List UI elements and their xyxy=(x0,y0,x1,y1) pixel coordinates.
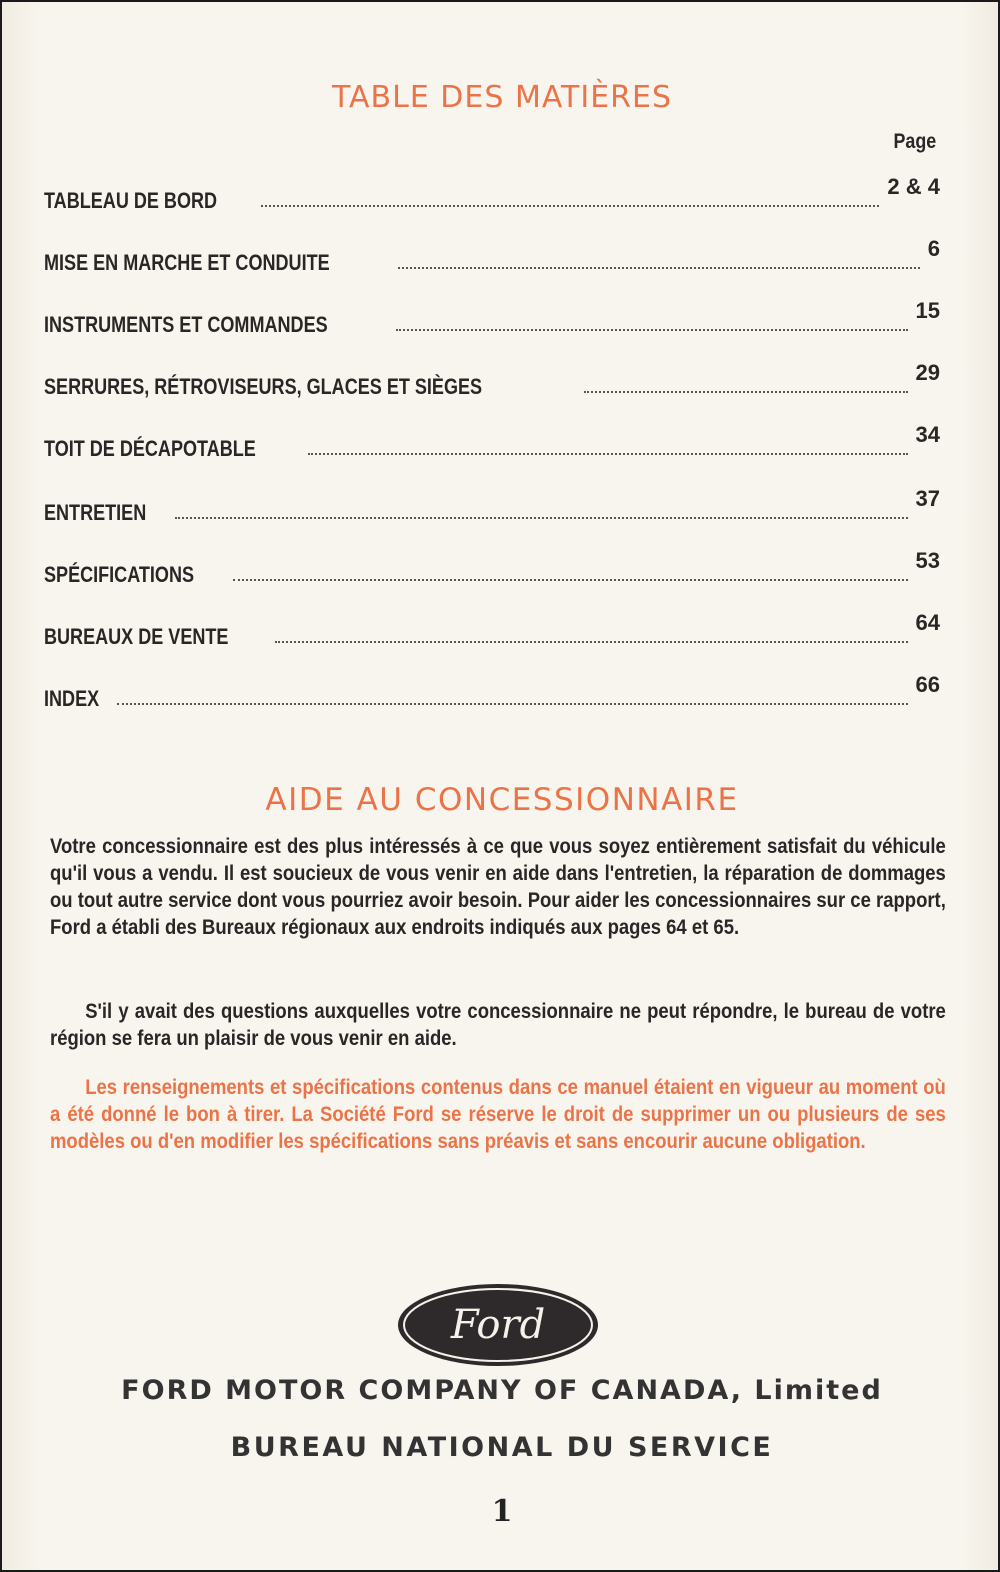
toc-entry-label: TOIT DE DÉCAPOTABLE xyxy=(44,436,256,461)
toc-entry xyxy=(44,174,940,214)
dot-leader xyxy=(584,391,907,393)
toc-entry-label: ENTRETIEN xyxy=(44,500,147,525)
aide-paragraph-1-text: Votre concessionnaire est des plus intéressés à ce que vous soyez entièrement satisfait du véhicule qu'il vous a vendu. Il est soucieux de vous venir en aide dans l'entretien, la réparation de dommages ou tout autre service dont vous pourriez avoir besoin. Pour aider les concessionnaires sur ce rapport, Ford a établi des Bureaux régionaux aux endroits indiqués aux pages 64 et 65. xyxy=(50,835,946,939)
page-column-label: Page xyxy=(893,130,936,153)
toc-entry-page: 29 xyxy=(915,360,940,385)
toc-entry-label: INDEX xyxy=(44,686,100,711)
toc-entry xyxy=(44,610,940,650)
toc-entry-label: MISE EN MARCHE ET CONDUITE xyxy=(44,250,330,275)
toc-entry-label: BUREAUX DE VENTE xyxy=(44,624,229,649)
toc-entry xyxy=(44,486,940,526)
dot-leader xyxy=(396,329,908,331)
toc-entry-label: SPÉCIFICATIONS xyxy=(44,562,195,587)
ford-logo-icon xyxy=(396,1282,600,1368)
dot-leader xyxy=(275,641,908,643)
dot-leader xyxy=(398,267,919,269)
aide-paragraph-1 xyxy=(50,833,946,941)
toc-entry xyxy=(44,236,940,276)
toc-entry-page: 2 & 4 xyxy=(887,174,940,199)
aide-paragraph-2 xyxy=(50,998,946,1052)
ford-logo-text: Ford xyxy=(450,1302,546,1348)
toc-entry xyxy=(44,360,940,400)
toc-entry xyxy=(44,548,940,588)
dot-leader xyxy=(308,453,907,455)
toc-entry-label: SERRURES, RÉTROVISEURS, GLACES ET SIÈGES xyxy=(44,374,483,399)
toc-entry-page: 53 xyxy=(915,548,940,573)
toc-entry xyxy=(44,298,940,338)
dot-leader xyxy=(117,703,907,705)
toc-entry-label: INSTRUMENTS ET COMMANDES xyxy=(44,312,328,337)
department-name: BUREAU NATIONAL DU SERVICE xyxy=(230,1432,774,1463)
toc-entry-page: 37 xyxy=(915,486,940,511)
page-number: 1 xyxy=(491,1494,513,1529)
toc-entry xyxy=(44,672,940,712)
dot-leader xyxy=(261,205,879,207)
aide-title: AIDE AU CONCESSIONNAIRE xyxy=(265,782,739,818)
toc-entry-page: 34 xyxy=(915,422,940,447)
dot-leader xyxy=(175,517,908,519)
toc-entry-page: 64 xyxy=(915,610,940,635)
notice-paragraph-text: Les renseignements et spécifications contenus dans ce manuel étaient en vigueur au moment où a été donné le bon à tirer. La Société Ford se réserve le droit de supprimer un ou plusieurs de ses modèles ou d'en modifier les spécifications sans préavis et sans encourir aucune obligation. xyxy=(50,1076,946,1153)
toc-entry-page: 66 xyxy=(915,672,940,697)
toc-entry-label: TABLEAU DE BORD xyxy=(44,188,218,213)
notice-paragraph xyxy=(50,1074,946,1155)
toc-entry-page: 6 xyxy=(927,236,940,261)
dot-leader xyxy=(233,579,908,581)
toc-entry-page: 15 xyxy=(915,298,940,323)
aide-paragraph-2-text: S'il y avait des questions auxquelles votre concessionnaire ne peut répondre, le bureau de votre région se fera un plaisir de vous venir en aide. xyxy=(50,1000,946,1050)
toc-title: TABLE DES MATIÈRES xyxy=(332,80,672,115)
company-name: FORD MOTOR COMPANY OF CANADA, Limited xyxy=(121,1375,883,1406)
toc-entry xyxy=(44,422,940,462)
